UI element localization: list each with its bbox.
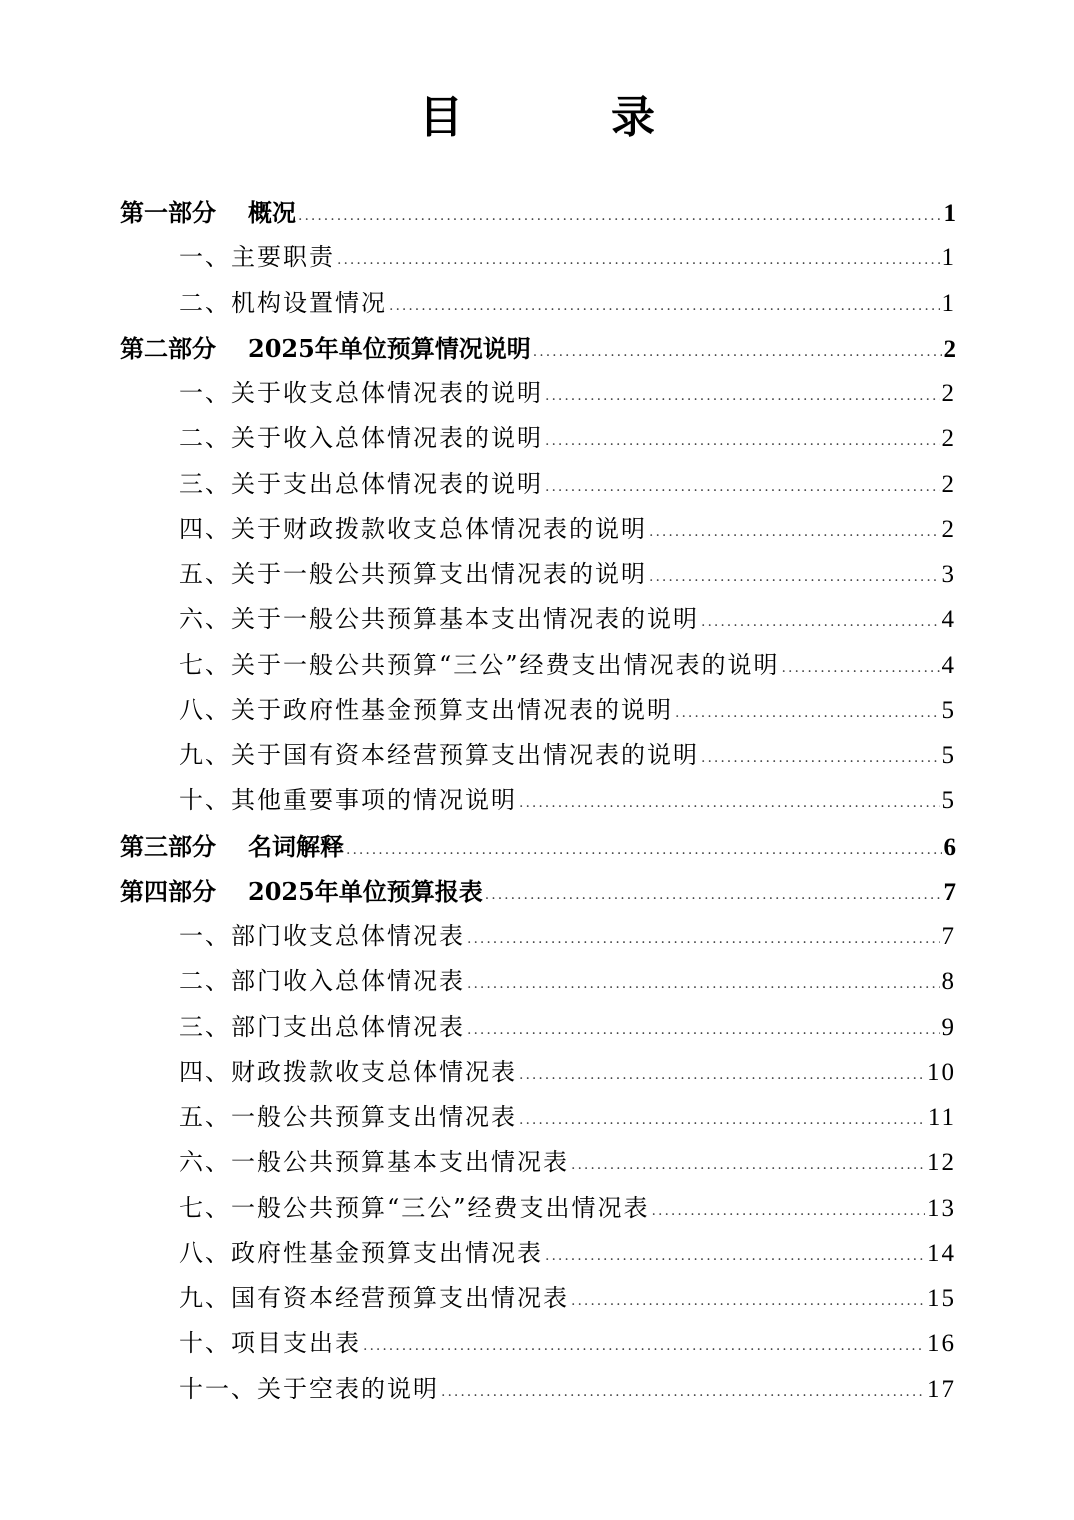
toc-section-entry[interactable] <box>120 552 956 597</box>
toc-page-number: 17 <box>927 1375 956 1403</box>
dot-leader <box>533 330 942 375</box>
toc-part-entry[interactable] <box>120 869 956 914</box>
toc-entry-title <box>120 824 344 869</box>
dot-leader <box>441 1370 925 1415</box>
toc-entry-title: 三、部门支出总体情况表 <box>179 1012 465 1041</box>
toc-entry-title: 三、关于支出总体情况表的说明 <box>179 469 543 498</box>
toc-entry-title: 九、关于国有资本经营预算支出情况表的说明 <box>179 741 699 769</box>
toc-page-number: 14 <box>927 1239 956 1267</box>
toc-part-entry[interactable] <box>120 190 956 235</box>
toc-page-number: 1 <box>941 289 956 317</box>
toc-entry-title: 二、机构设置情况 <box>179 288 387 317</box>
toc-page-number: 10 <box>927 1058 956 1086</box>
toc-entry-title <box>120 326 531 371</box>
toc-section-entry[interactable] <box>120 281 956 326</box>
toc-section-entry[interactable] <box>120 1186 956 1231</box>
toc-section-entry[interactable] <box>120 733 956 778</box>
dot-leader <box>519 1053 925 1098</box>
toc-section-entry[interactable] <box>120 1140 956 1185</box>
toc-part-label: 第一部分 <box>120 198 216 227</box>
toc-part-title: 名词解释 <box>248 831 344 861</box>
toc-entry-title: 八、关于政府性基金预算支出情况表的说明 <box>179 695 673 724</box>
dot-leader <box>467 962 940 1007</box>
toc-entry-title: 九、国有资本经营预算支出情况表 <box>179 1284 569 1312</box>
dot-leader <box>701 600 940 645</box>
toc-page-number: 4 <box>941 606 956 634</box>
dot-leader <box>519 1098 926 1143</box>
toc-entry-title <box>120 869 483 914</box>
toc-entry-title: 七、一般公共预算“三公”经费支出情况表 <box>179 1193 650 1222</box>
toc-entry-title: 二、部门收入总体情况表 <box>179 967 465 996</box>
dot-leader <box>652 1189 925 1234</box>
toc-page-number: 5 <box>941 787 956 815</box>
toc-section-entry[interactable] <box>120 371 956 416</box>
toc-section-entry[interactable] <box>120 688 956 733</box>
toc-entry-title: 八、政府性基金预算支出情况表 <box>179 1238 543 1267</box>
toc-page-number: 7 <box>943 878 956 906</box>
toc-section-entry[interactable] <box>120 507 956 552</box>
toc-part-label: 第二部分 <box>120 333 216 363</box>
toc-section-entry[interactable] <box>120 1321 956 1366</box>
toc-page-number: 1 <box>941 244 956 272</box>
toc-page-number: 5 <box>941 696 956 724</box>
toc-section-entry[interactable] <box>120 778 956 823</box>
toc-entry-title: 十一、关于空表的说明 <box>179 1374 439 1403</box>
toc-entry-title: 四、财政拨款收支总体情况表 <box>179 1057 517 1086</box>
toc-section-entry[interactable] <box>120 643 956 688</box>
toc-section-entry[interactable] <box>120 1050 956 1095</box>
dot-leader <box>701 736 940 781</box>
toc-part-title: 概况 <box>248 198 296 227</box>
toc-entry-title: 五、一般公共预算支出情况表 <box>179 1103 517 1131</box>
dot-leader <box>545 419 940 464</box>
dot-leader <box>782 646 940 691</box>
toc-entry-title: 一、主要职责 <box>179 243 335 272</box>
toc-part-label: 第三部分 <box>120 831 216 861</box>
toc-page-number: 9 <box>941 1013 956 1041</box>
toc-page-number: 7 <box>941 923 956 950</box>
toc-section-entry[interactable] <box>120 959 956 1004</box>
dot-leader <box>649 510 940 555</box>
table-of-contents <box>120 190 956 1412</box>
toc-section-entry[interactable] <box>120 1231 956 1276</box>
toc-part-entry[interactable] <box>120 326 956 371</box>
toc-entry-title: 十、项目支出表 <box>179 1329 361 1358</box>
toc-page-number: 5 <box>941 742 956 769</box>
toc-entry-title: 一、部门收支总体情况表 <box>179 922 465 950</box>
toc-part-title: 2025年单位预算报表 <box>248 876 483 906</box>
toc-page-number: 13 <box>927 1194 956 1222</box>
toc-page-number: 1 <box>943 200 956 227</box>
dot-leader <box>545 465 940 510</box>
toc-page-number: 16 <box>927 1330 956 1358</box>
toc-page-number: 8 <box>941 968 956 996</box>
dot-leader <box>298 194 942 239</box>
toc-section-entry[interactable] <box>120 1367 956 1412</box>
toc-entry-title: 四、关于财政拨款收支总体情况表的说明 <box>179 514 647 543</box>
toc-entry-title: 六、一般公共预算基本支出情况表 <box>179 1148 569 1177</box>
toc-part-entry[interactable] <box>120 824 956 869</box>
toc-page-number: 2 <box>941 515 956 543</box>
toc-part-label: 第四部分 <box>120 876 216 906</box>
dot-leader <box>571 1279 925 1324</box>
toc-page-number: 11 <box>927 1104 956 1131</box>
toc-entry-title <box>120 190 296 235</box>
toc-page-number: 2 <box>943 335 956 363</box>
toc-section-entry[interactable] <box>120 1095 956 1140</box>
toc-page-number: 3 <box>941 561 956 588</box>
dot-leader <box>389 284 940 329</box>
toc-section-entry[interactable] <box>120 416 956 461</box>
dot-leader <box>485 873 942 918</box>
toc-section-entry[interactable] <box>120 235 956 280</box>
toc-entry-title: 五、关于一般公共预算支出情况表的说明 <box>179 560 647 588</box>
toc-section-entry[interactable] <box>120 914 956 959</box>
toc-page-number: 15 <box>927 1285 956 1312</box>
toc-page-number: 2 <box>941 380 956 407</box>
dot-leader <box>649 555 940 600</box>
toc-section-entry[interactable] <box>120 597 956 642</box>
toc-entry-title: 七、关于一般公共预算“三公”经费支出情况表的说明 <box>179 650 780 679</box>
toc-page-number: 6 <box>943 833 956 861</box>
dot-leader <box>363 1324 925 1369</box>
dot-leader <box>346 828 942 873</box>
toc-entry-title: 二、关于收入总体情况表的说明 <box>179 424 543 453</box>
toc-part-title: 2025年单位预算情况说明 <box>248 333 531 363</box>
toc-entry-title: 一、关于收支总体情况表的说明 <box>179 379 543 407</box>
dot-leader <box>519 781 940 826</box>
toc-page-number: 2 <box>941 470 956 498</box>
toc-section-entry[interactable] <box>120 1276 956 1321</box>
dot-leader <box>467 1008 940 1053</box>
page-title: 目 录 <box>419 92 707 143</box>
dot-leader <box>545 1234 925 1279</box>
toc-entry-title: 六、关于一般公共预算基本支出情况表的说明 <box>179 605 699 634</box>
toc-section-entry[interactable] <box>120 462 956 507</box>
dot-leader <box>467 917 940 962</box>
dot-leader <box>675 691 940 736</box>
toc-page-number: 4 <box>941 651 956 679</box>
dot-leader <box>545 374 940 419</box>
toc-entry-title: 十、其他重要事项的情况说明 <box>179 786 517 815</box>
toc-section-entry[interactable] <box>120 1005 956 1050</box>
dot-leader <box>337 238 940 283</box>
toc-page-number: 2 <box>941 425 956 453</box>
toc-page-number: 12 <box>927 1149 956 1177</box>
dot-leader <box>571 1143 925 1188</box>
